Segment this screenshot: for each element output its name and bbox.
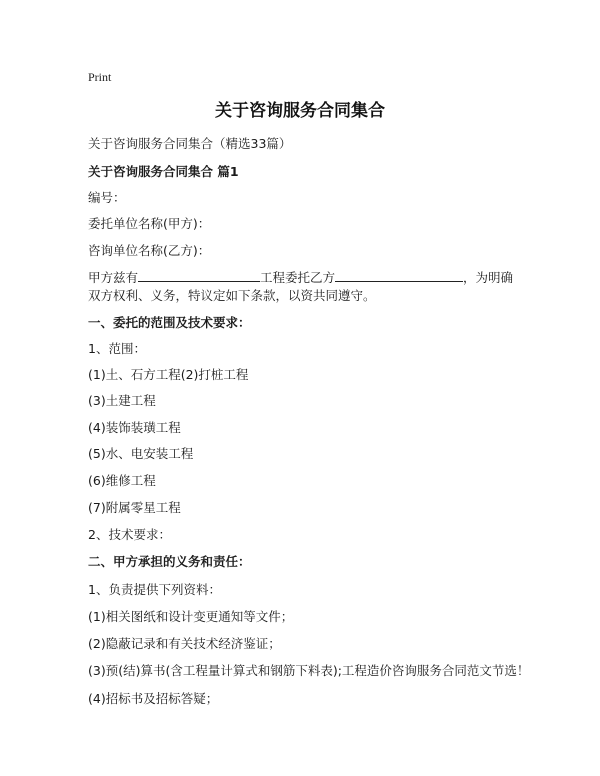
scope-item: (6)维修工程 [88,473,156,488]
scope-item: (5)水、电安装工程 [88,446,194,461]
intro-text-part2: 工程委托乙方 [260,270,336,285]
provide-label: 1、负责提供下列资料： [88,582,221,597]
scope-item: (1)土、石方工程(2)打桩工程 [88,367,249,382]
number-label: 编号： [88,190,126,205]
document-subtitle: 关于咨询服务合同集合（精选33篇） [88,136,292,151]
consultant-name-blank [335,269,463,282]
scope-item: (3)土建工程 [88,393,156,408]
scope-item: (7)附属零星工程 [88,500,181,515]
intro-text-part1: 甲方兹有 [88,270,139,285]
scope-label: 1、范围： [88,341,146,356]
provide-item: (2)隐蔽记录和有关技术经济鉴证； [88,636,281,651]
intro-text-part3: ，为明确 [463,270,514,285]
provide-item: (4)招标书及招标答疑； [88,691,219,706]
intro-line-2: 双方权利、义务，特议定如下条款，以资共同遵守。 [88,288,376,303]
client-label: 委托单位名称(甲方)： [88,216,211,231]
section2-heading: 二、甲方承担的义务和责任： [88,554,251,569]
section1-heading: 一、委托的范围及技术要求： [88,315,251,330]
provide-item: (3)预(结)算书(含工程量计算式和钢筋下料表);工程造价咨询服务合同范文节选！ [88,663,530,678]
consultant-label: 咨询单位名称(乙方)： [88,243,211,258]
section-heading-part1: 关于咨询服务合同集合 篇1 [88,164,239,179]
tech-requirements-label: 2、技术要求： [88,527,171,542]
scope-item: (4)装饰装璜工程 [88,420,181,435]
intro-line-1 [88,268,513,286]
document-title: 关于咨询服务合同集合 [215,101,385,121]
print-label: Print [88,70,112,84]
provide-item: (1)相关图纸和设计变更通知等文件； [88,609,294,624]
project-name-blank [138,269,260,282]
